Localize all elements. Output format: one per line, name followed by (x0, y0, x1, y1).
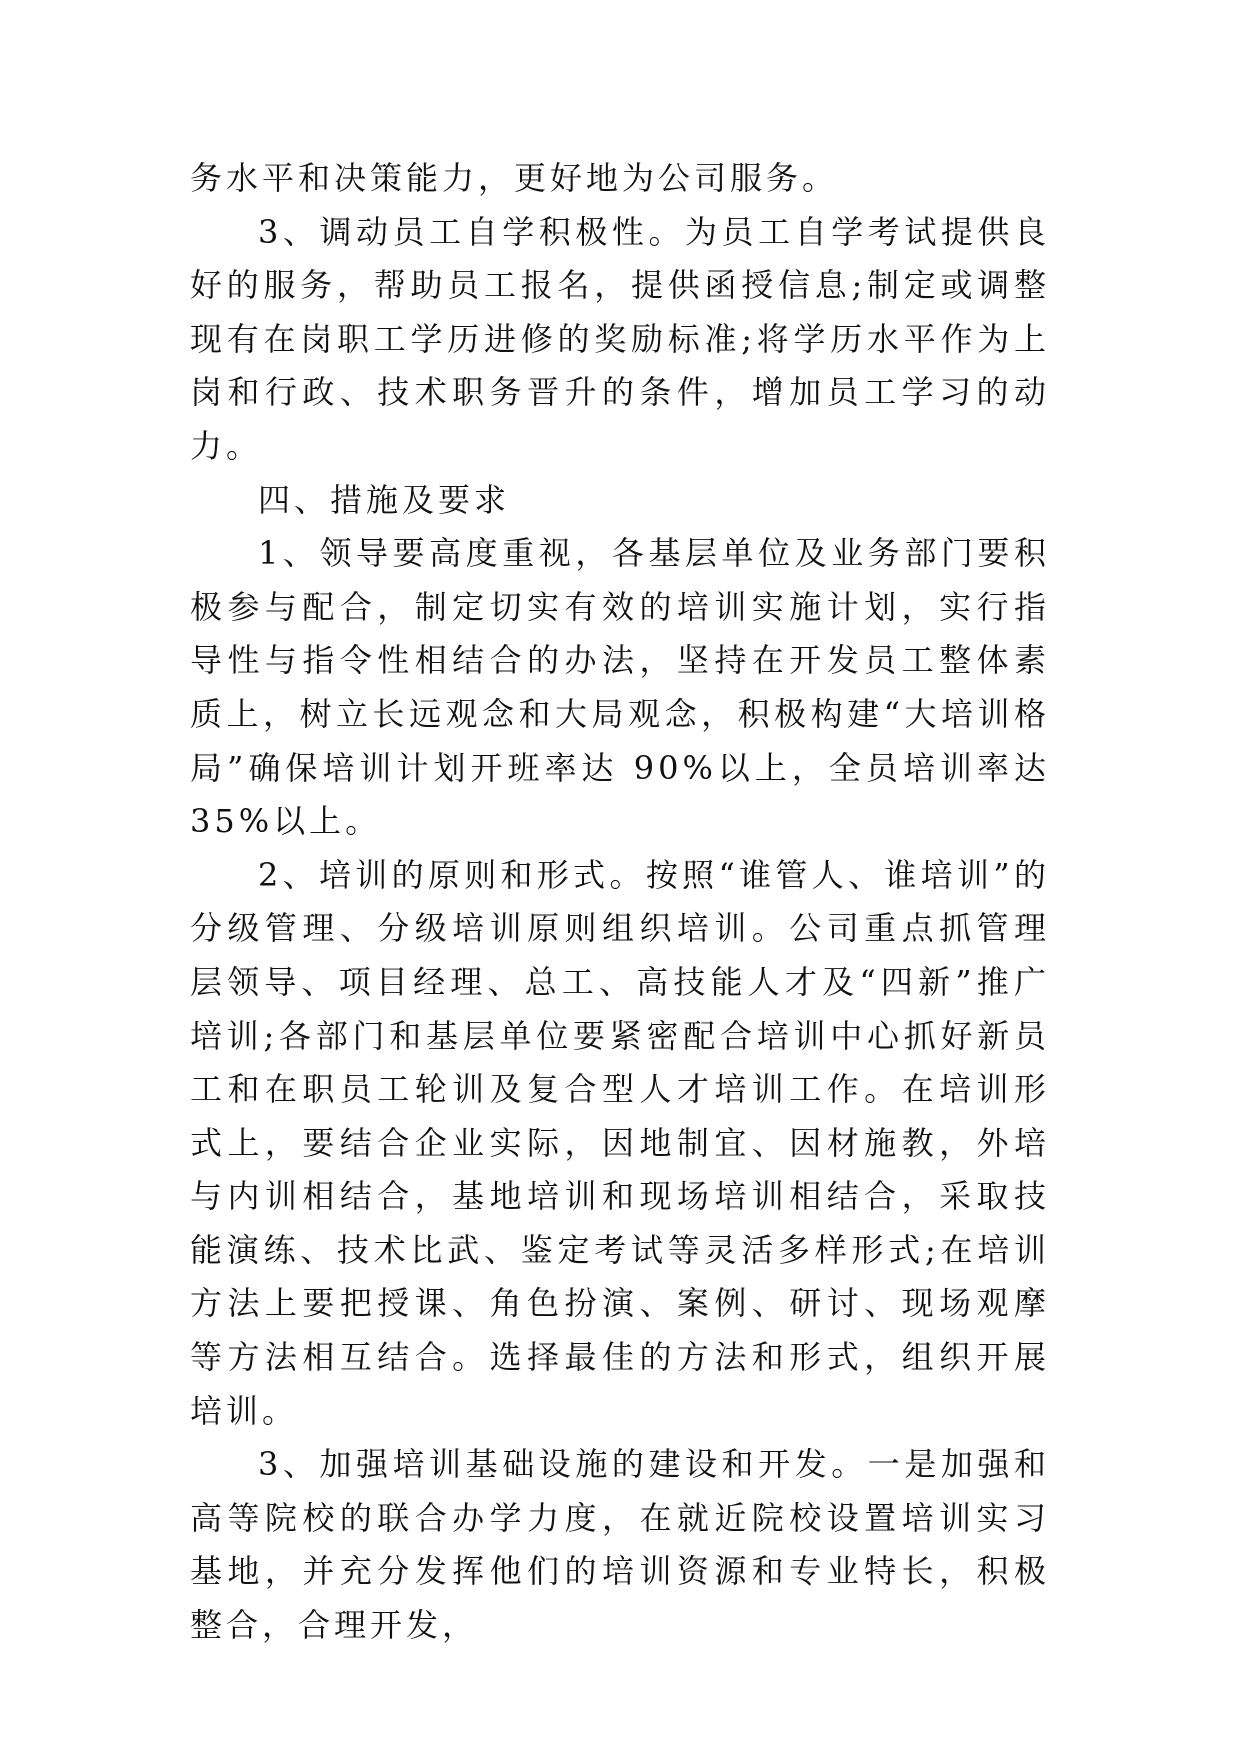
section-heading-measures: 四、措施及要求 (258, 480, 511, 519)
document-body (190, 152, 1050, 1653)
paragraph-item-2-training-principles: 2、培训的原则和形式。按照“谁管人、谁培训”的分级管理、分级培训原则组织培训。公司重点抓管理层领导、项目经理、总工、高技能人才及“四新”推广培训;各部门和基层单位要紧密配合培训中心抓好新员工和在职员工轮训及复合型人才培训工作。在培训形式上，要结合企业实际，因地制宜、因材施教，外培与内训相结合，基地培训和现场培训相结合，采取技能演练、技术比武、鉴定考试等灵活多样形式;在培训方法上要把授课、角色扮演、案例、研讨、现场观摩等方法相互结合。选择最佳的方法和形式，组织开展培训。 (190, 855, 1050, 1430)
paragraph-item-1-leadership: 1、领导要高度重视，各基层单位及业务部门要积极参与配合，制定切实有效的培训实施计划，实行指导性与指令性相结合的办法，坚持在开发员工整体素质上，树立长远观念和大局观念，积极构建“大培训格局”确保培训计划开班率达 90%以上，全员培训率达 35%以上。 (190, 534, 1050, 841)
paragraph-item-3-self-study: 3、调动员工自学积极性。为员工自学考试提供良好的服务，帮助员工报名，提供函授信息;制定或调整现有在岗职工学历进修的奖励标准;将学历水平作为上岗和行政、技术职务晋升的条件，增加员工学习的动力。 (190, 212, 1050, 465)
paragraph-continuation: 务水平和决策能力，更好地为公司服务。 (190, 159, 839, 197)
paragraph-item-3-infrastructure: 3、加强培训基础设施的建设和开发。一是加强和高等院校的联合办学力度，在就近院校设置培训实习基地，并充分发挥他们的培训资源和专业特长，积极整合，合理开发， (190, 1445, 1050, 1645)
